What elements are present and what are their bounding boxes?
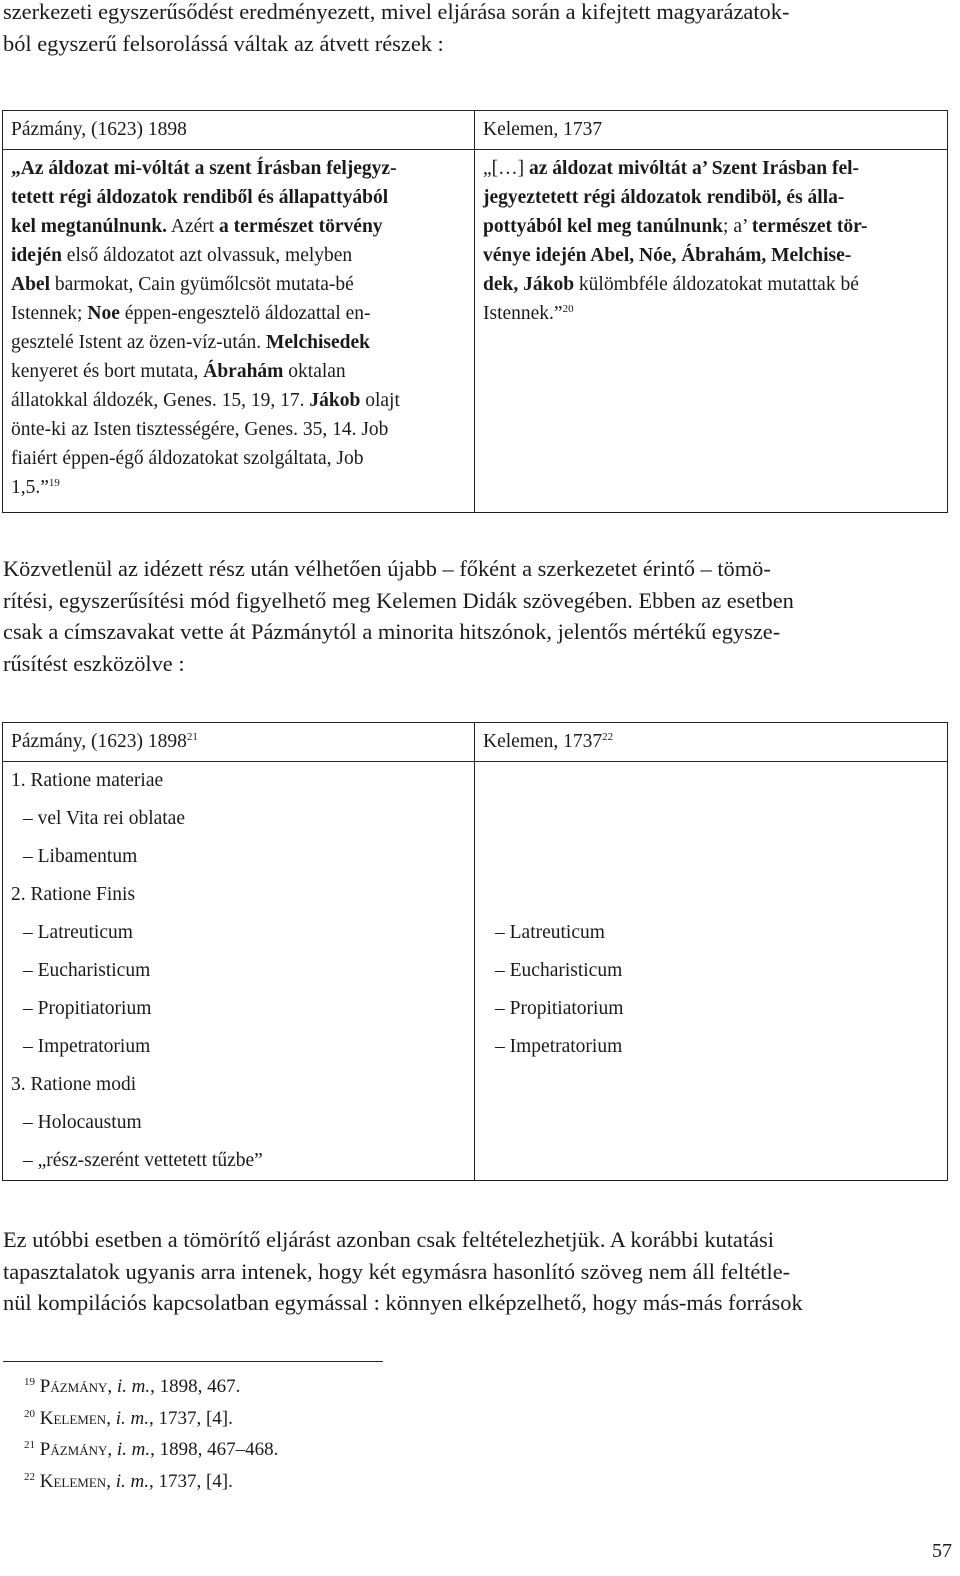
footnote-reference: , 1737, [4]. (148, 1470, 233, 1492)
list-item: – Impetratorium (23, 1036, 151, 1057)
pazmany-quote: „Az áldozat mi-vóltát a szent Írásban feljegyz- tetett régi áldozatok rendiből és állapattyából kel megtanúlnunk. Azért a természet törvény idején első áldozatot azt olvassuk, melyben Abel barmokat, Cain gyümőlcsöt mutata-bé Istennek; Noe éppen-engesztelö áldozattal en- gesztelé Istent az özen-víz-után. Melchisedek kenyeret és bort mutata, Ábrahám oktalan állatokkal áldozék, Genes. 15, 19, 17. Jákob olajt önte-ki az Isten tisztességére, Genes. 35, 14. Job fiaiért éppen-égő áldozatokat szolgáltata, Job 1,5.”$^{19}$ (11, 158, 400, 498)
footnote-number: 20 (24, 1407, 35, 1420)
footnote-abbreviation: i. m. (115, 1470, 149, 1492)
pazmany-list (11, 762, 466, 1180)
para2-line-2: rítési, egyszerűsítési mód figyelhető meg Kelemen Didák szövegében. Ebben az esetben (3, 587, 794, 613)
footnote-ref-22: 22 (602, 731, 614, 743)
para3-line-2: tapasztalatok ugyanis arra intenek, hogy két egymásra hasonlító szöveg nem áll feltétle- (3, 1258, 791, 1284)
table2-header-right (475, 723, 948, 762)
footnote-abbreviation: i. m. (116, 1376, 151, 1397)
footnote-author: Kelemen (39, 1407, 107, 1429)
footnotes (24, 1371, 278, 1497)
footnote: $^{20}$ Kelemen, i. m., 1737, [4]. (24, 1407, 233, 1429)
list-item: – Eucharisticum (23, 960, 151, 981)
list-item: 2. Ratione Finis (11, 884, 136, 905)
table2-header-right-text: Kelemen, 1737 (483, 731, 603, 752)
list-item: – Eucharisticum (495, 960, 623, 981)
list-item: – vel Vita rei oblatae (23, 808, 185, 829)
para2-line-1: Közvetlenül az idézett rész után vélhetően újabb – főként a szerkezetet érintő – tömö- (3, 556, 771, 581)
footnote-reference: , 1898, 467. (150, 1376, 241, 1397)
footnote-author: Kelemen (39, 1470, 107, 1492)
footnote-author: Pázmány (39, 1376, 108, 1397)
footnote: $^{21}$ Pázmány, i. m., 1898, 467–468. (24, 1439, 279, 1460)
comparison-table-1 (2, 110, 948, 513)
footnote-ref-21: 21 (186, 731, 198, 743)
kelemen-list (483, 914, 939, 1066)
table1-header-right: Kelemen, 1737 (475, 111, 948, 150)
list-item: – Holocaustum (23, 1112, 142, 1133)
footnote-author: Pázmány (39, 1439, 108, 1460)
table1-cell-right (475, 150, 948, 513)
footnote-abbreviation: i. m. (116, 1439, 151, 1460)
page-number: 57 (932, 1540, 952, 1562)
list-item: – Propitiatorium (495, 998, 624, 1019)
para2-line-4: rűsítést eszközölve : (3, 650, 185, 676)
kelemen-quote: „[…] az áldozat mivóltát a’ Szent Irásban fel- jegyeztetett régi áldozatok rendiböl, és álla- pottyából kel meg tanúlnunk; a’ természet tör- vénye idején Abel, Nóe, Ábrahám, Melchise- dek, Jákob külömbféle áldozatokat mutattak bé Istennek.”$^{20}$ (483, 158, 868, 324)
intro-line-2: ból egyszerű felsorolássá váltak az átvett részek : (3, 30, 444, 56)
list-item: – Libamentum (23, 846, 138, 867)
list-item: – Impetratorium (495, 1036, 623, 1057)
footnote-ref-19: 19 (48, 477, 60, 489)
footnote-reference: , 1898, 467–468. (150, 1439, 279, 1460)
table2-header-left (3, 723, 475, 762)
footnote: $^{19}$ Pázmány, i. m., 1898, 467. (24, 1376, 241, 1397)
footnote-ref-20: 20 (562, 303, 574, 315)
list-item: – Latreuticum (495, 922, 605, 943)
footnote-number: 22 (24, 1470, 35, 1483)
table2-cell-right (475, 762, 948, 1181)
para3-line-3: nül kompilációs kapcsolatban egymással : könnyen elképzelhető, hogy más-más források (3, 1290, 803, 1315)
footnote-abbreviation: i. m. (115, 1407, 149, 1429)
list-item: 3. Ratione modi (11, 1074, 137, 1095)
table1-header-left: Pázmány, (1623) 1898 (3, 111, 475, 150)
closing-paragraph (3, 1224, 953, 1319)
middle-paragraph (3, 553, 953, 679)
table1-cell-left (3, 150, 475, 513)
para2-line-3: csak a címszavakat vette át Pázmánytól a minorita hitszónok, jelentős mértékű egysze- (3, 619, 781, 644)
table2-cell-left (3, 762, 475, 1181)
intro-paragraph (3, 0, 953, 59)
comparison-table-2 (2, 722, 948, 1181)
table2-header-left-text: Pázmány, (1623) 1898 (11, 731, 187, 752)
list-item: 1. Ratione materiae (11, 770, 164, 791)
list-item: – Latreuticum (23, 922, 133, 943)
footnote-number: 21 (24, 1439, 35, 1451)
footnote: $^{22}$ Kelemen, i. m., 1737, [4]. (24, 1470, 233, 1492)
list-item: – „rész-szerént vettetett tűzbe” (23, 1150, 263, 1171)
intro-line-1: szerkezeti egyszerűsődést eredményezett, mivel eljárása során a kifejtett magyarázatok- (3, 0, 790, 24)
list-item: – Propitiatorium (23, 998, 152, 1019)
footnote-reference: , 1737, [4]. (148, 1407, 233, 1429)
para3-line-1: Ez utóbbi esetben a tömörítő eljárást azonban csak feltételezhetjük. A korábbi kutatási (3, 1227, 774, 1252)
footnote-number: 19 (24, 1376, 35, 1388)
footnote-divider (3, 1361, 383, 1362)
